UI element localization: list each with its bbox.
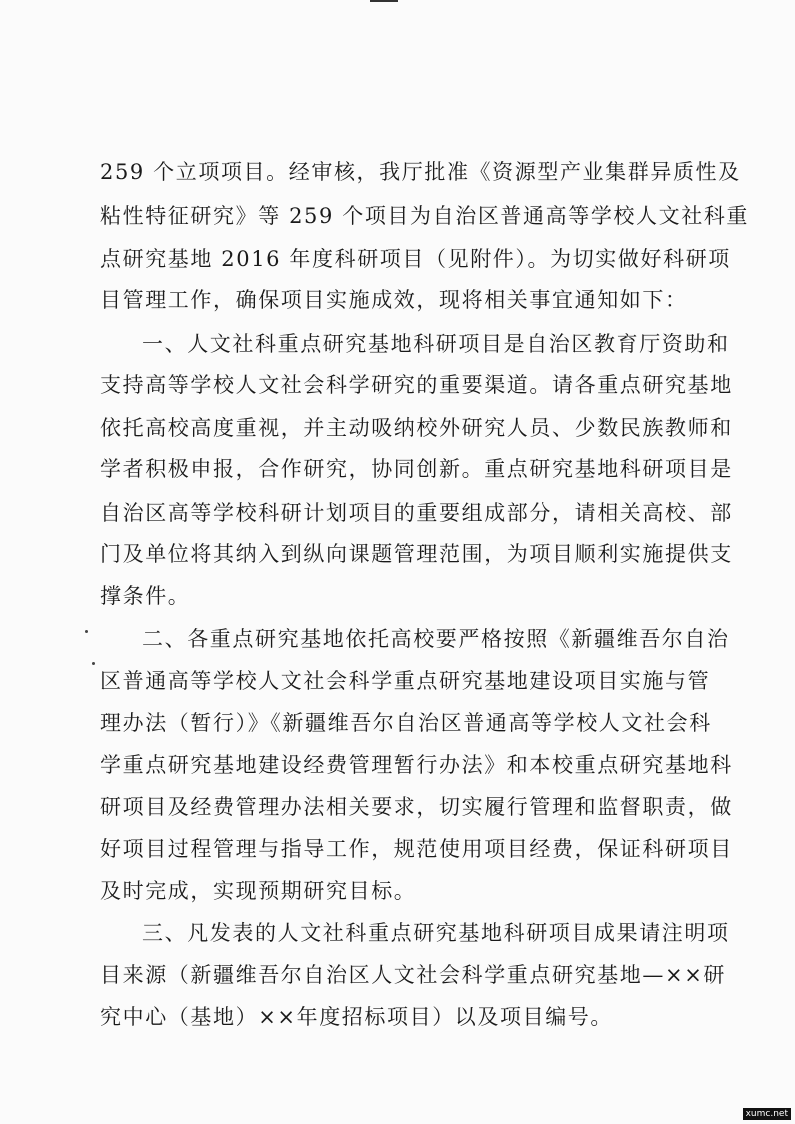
paragraph-line: 撑条件。 [100, 584, 191, 608]
scan-speck [85, 630, 88, 633]
paragraph-line: 研项目及经费管理办法相关要求，切实履行管理和监督职责，做 [100, 795, 733, 819]
paragraph-line: 二、各重点研究基地依托高校要严格按照《新疆维吾尔自治 [142, 627, 730, 651]
paragraph-line: 好项目过程管理与指导工作，规范使用项目经费，保证科研项目 [100, 837, 733, 861]
paragraph-line: 究中心（基地）××年度招标项目）以及项目编号。 [100, 1005, 613, 1029]
paragraph-line: 门及单位将其纳入到纵向课题管理范围，为项目顺利实施提供支 [100, 542, 733, 566]
paragraph-line: 理办法（暂行）》《新疆维吾尔自治区普通高等学校人文社会科 [100, 711, 712, 735]
paragraph-line: 259 个立项项目。经审核，我厅批准《资源型产业集群异质性及 [100, 160, 741, 184]
paragraph-line: 学者积极申报，合作研究，协同创新。重点研究基地科研项目是 [100, 457, 733, 481]
paragraph-line: 点研究基地 2016 年度科研项目（见附件）。为切实做好科研项 [100, 247, 731, 271]
paragraph-line: 目来源（新疆维吾尔自治区人文社会科学重点研究基地—××研 [100, 963, 726, 987]
paragraph-line: 学重点研究基地建设经费管理暂行办法》和本校重点研究基地科 [100, 753, 733, 777]
paragraph-line: 自治区高等学校科研计划项目的重要组成部分，请相关高校、部 [100, 501, 733, 525]
paragraph-line: 粘性特征研究》等 259 个项目为自治区普通高等学校人文社科重 [100, 204, 750, 228]
scan-mark [370, 0, 398, 2]
paragraph-line: 三、凡发表的人文社科重点研究基地科研项目成果请注明项 [142, 921, 730, 945]
paragraph-line: 依托高校高度重视，并主动吸纳校外研究人员、少数民族教师和 [100, 416, 733, 440]
paragraph-line: 一、人文社科重点研究基地科研项目是自治区教育厅资助和 [142, 332, 730, 356]
paragraph-line: 及时完成，实现预期研究目标。 [100, 879, 417, 903]
paragraph-line: 区普通高等学校人文社会科学重点研究基地建设项目实施与管 [100, 669, 711, 693]
paragraph-line: 目管理工作，确保项目实施成效，现将相关事宜通知如下： [100, 288, 688, 312]
site-watermark: xumc.net [743, 1108, 791, 1120]
paragraph-line: 支持高等学校人文社会科学研究的重要渠道。请各重点研究基地 [100, 373, 733, 397]
scan-speck [92, 662, 95, 665]
